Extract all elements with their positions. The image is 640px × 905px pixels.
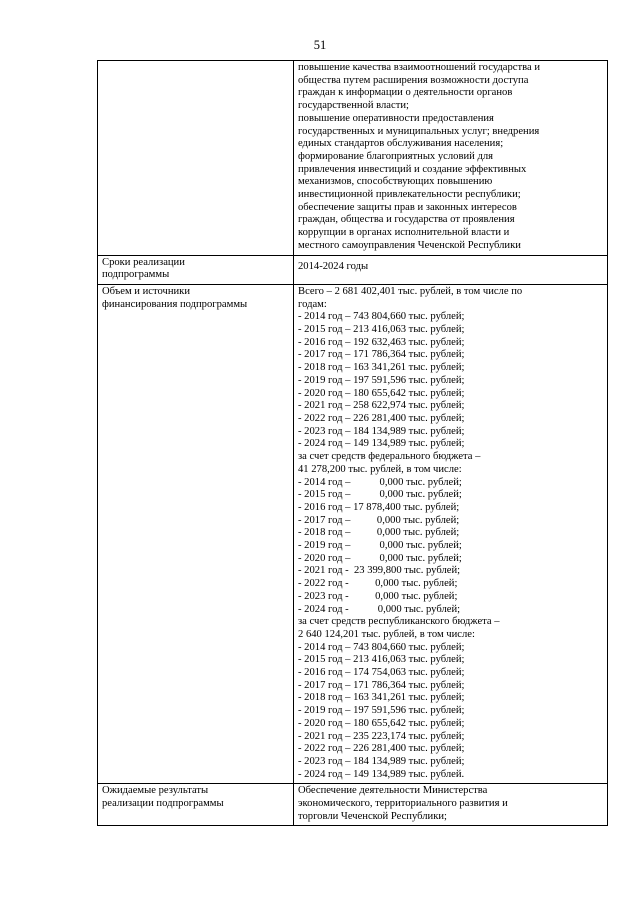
text-line: - 2017 год – 171 786,364 тыс. рублей; <box>298 349 465 361</box>
row-label-cell <box>98 255 294 284</box>
page-number: 51 <box>313 38 327 52</box>
text-line: - 2024 год – 149 134,989 тыс. рублей. <box>298 768 465 780</box>
text-line: торговли Чеченской Республики; <box>298 810 447 822</box>
row-label-cell <box>98 784 294 826</box>
text-line: формирование благоприятных условий для <box>298 150 494 162</box>
row-content-cell <box>294 284 608 783</box>
text-line: - 2015 год – 213 416,063 тыс. рублей; <box>298 654 465 666</box>
text-line: финансирования подпрограммы <box>102 298 248 310</box>
row-label-cell <box>98 284 294 783</box>
text-line: - 2017 год – 0,000 тыс. рублей; <box>298 514 460 526</box>
text-line: повышение качества взаимоотношений государства и <box>298 62 541 73</box>
text-line: - 2022 год – 226 281,400 тыс. рублей; <box>298 743 465 755</box>
text-line: - 2015 год – 0,000 тыс. рублей; <box>298 489 462 501</box>
text-line: за счет средств республиканского бюджета – <box>298 616 500 628</box>
text-line: - 2021 год – 235 223,174 тыс. рублей; <box>298 730 465 742</box>
row-content-cell <box>294 255 608 284</box>
text-line: Объем и источники <box>102 285 190 297</box>
text-line: - 2016 год – 192 632,463 тыс. рублей; <box>298 336 465 348</box>
text-line: - 2023 год - 0,000 тыс. рублей; <box>298 590 458 602</box>
text-line: единых стандартов обслуживания населения; <box>298 138 504 150</box>
text-line: - 2019 год – 0,000 тыс. рублей; <box>298 540 462 552</box>
text-line: - 2021 год – 258 622,974 тыс. рублей; <box>298 400 465 412</box>
text-line: инвестиционной привлекательности республики; <box>298 189 521 201</box>
text-line: граждан к информации о деятельности органов <box>298 87 513 99</box>
text-line: - 2019 год – 197 591,596 тыс. рублей; <box>298 705 465 717</box>
text-line: Сроки реализации <box>102 256 185 268</box>
text-line: годам: <box>298 298 327 310</box>
text-line: - 2014 год – 743 804,660 тыс. рублей; <box>298 311 465 323</box>
text-line: 41 278,200 тыс. рублей, в том числе: <box>298 463 462 475</box>
text-line: экономического, территориального развития и <box>298 798 508 810</box>
text-line: - 2023 год – 184 134,989 тыс. рублей; <box>298 425 465 437</box>
text-line: - 2022 год - 0,000 тыс. рублей; <box>298 578 458 590</box>
text-line: - 2016 год – 174 754,063 тыс. рублей; <box>298 667 465 679</box>
text-line: обеспечение защиты прав и законных интересов <box>298 201 517 213</box>
subprogram-passport-table <box>97 60 608 826</box>
text-line: государственной власти; <box>298 100 409 112</box>
text-line: - 2019 год – 197 591,596 тыс. рублей; <box>298 374 465 386</box>
text-line: - 2014 год – 0,000 тыс. рублей; <box>298 476 462 488</box>
text-line: - 2018 год – 0,000 тыс. рублей; <box>298 527 460 539</box>
text-line: местного самоуправления Чеченской Республики <box>298 239 521 251</box>
text-line: - 2020 год – 0,000 тыс. рублей; <box>298 552 462 564</box>
text-line: общества путем расширения возможности доступа <box>298 74 529 86</box>
text-line: - 2024 год - 0,000 тыс. рублей; <box>298 603 461 615</box>
text-line: - 2023 год – 184 134,989 тыс. рублей; <box>298 755 465 767</box>
table-row-goals <box>98 61 608 256</box>
text-line: - 2017 год – 171 786,364 тыс. рублей; <box>298 679 465 691</box>
row-label-cell <box>98 61 294 256</box>
table-row-terms <box>98 255 608 284</box>
text-line: механизмов, способствующих повышению <box>298 176 493 188</box>
text-line: - 2018 год – 163 341,261 тыс. рублей; <box>298 692 465 704</box>
text-line: привлечения инвестиций и создание эффективных <box>298 163 527 175</box>
row-content-cell <box>294 61 608 256</box>
text-line: граждан, общества и государства от проявления <box>298 214 515 226</box>
text-line: - 2024 год – 149 134,989 тыс. рублей; <box>298 438 465 450</box>
row-content-cell <box>294 784 608 826</box>
table-row-funding <box>98 284 608 783</box>
text-line: Обеспечение деятельности Министерства <box>298 785 488 797</box>
text-line: - 2015 год – 213 416,063 тыс. рублей; <box>298 324 465 336</box>
text-line: - 2021 год - 23 399,800 тыс. рублей; <box>298 565 461 577</box>
text-line: за счет средств федерального бюджета – <box>298 451 481 463</box>
text-line: 2014-2024 годы <box>298 260 369 272</box>
text-line: коррупции в органах исполнительной власти и <box>298 227 510 239</box>
text-line: - 2016 год – 17 878,400 тыс. рублей; <box>298 501 460 513</box>
text-line: - 2020 год – 180 655,642 тыс. рублей; <box>298 387 465 399</box>
text-line: Ожидаемые результаты <box>102 785 209 797</box>
text-line: - 2018 год – 163 341,261 тыс. рублей; <box>298 362 465 374</box>
text-line: - 2020 год – 180 655,642 тыс. рублей; <box>298 717 465 729</box>
text-line: - 2014 год – 743 804,660 тыс. рублей; <box>298 641 465 653</box>
text-line: подпрограммы <box>102 269 170 281</box>
table-row-results <box>98 784 608 826</box>
text-line: повышение оперативности предоставления <box>298 112 494 124</box>
text-line: Всего – 2 681 402,401 тыс. рублей, в том числе по <box>298 285 523 297</box>
text-line: государственных и муниципальных услуг; внедрения <box>298 125 540 137</box>
text-line: реализации подпрограммы <box>102 798 224 810</box>
text-line: 2 640 124,201 тыс. рублей, в том числе: <box>298 628 475 640</box>
text-line: - 2022 год – 226 281,400 тыс. рублей; <box>298 412 465 424</box>
